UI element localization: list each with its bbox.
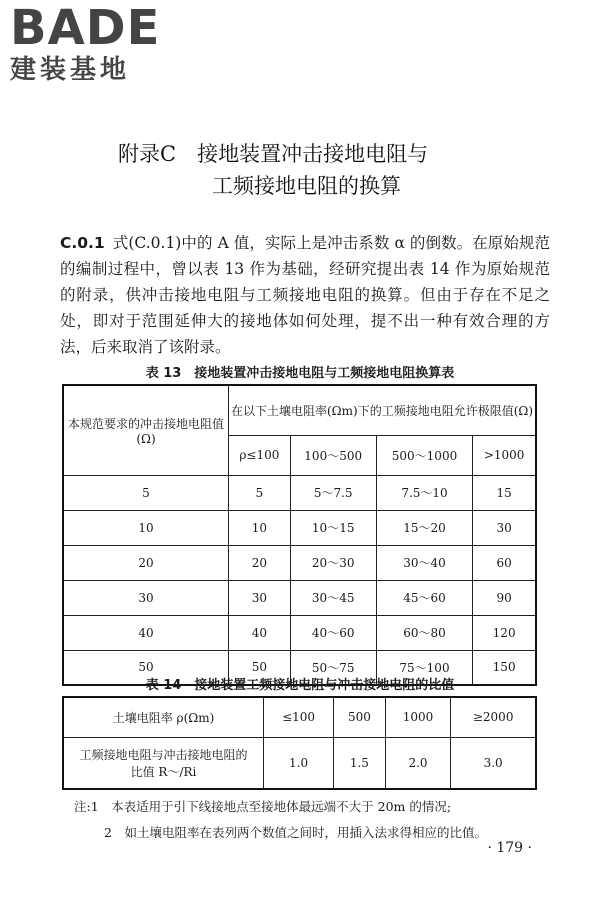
clause-number: C.0.1 bbox=[60, 234, 105, 252]
table-cell: 30 bbox=[229, 580, 291, 615]
table-cell: 40 bbox=[63, 615, 229, 650]
table-cell: 20～30 bbox=[290, 545, 376, 580]
table-cell: 30～45 bbox=[290, 580, 376, 615]
table13-col-header: 100～500 bbox=[290, 435, 376, 475]
table-cell: 10 bbox=[63, 510, 229, 545]
table-cell: 1.0 bbox=[264, 737, 334, 789]
table-cell: 50 bbox=[229, 650, 291, 685]
table-cell: 500 bbox=[334, 697, 386, 737]
table-cell: 30～40 bbox=[376, 545, 473, 580]
table13-group-header: 在以下土壤电阻率(Ωm)下的工频接地电阻允许极限值(Ω) bbox=[229, 385, 537, 435]
table-14 bbox=[62, 696, 537, 790]
table-13 bbox=[62, 384, 537, 686]
note-1: 注:1 本表适用于引下线接地点至接地体最远端不大于 20m 的情况; bbox=[74, 799, 452, 814]
page-number: · 179 · bbox=[487, 840, 532, 856]
table-row bbox=[63, 697, 536, 737]
clause-paragraph bbox=[60, 230, 550, 360]
table-row bbox=[63, 510, 536, 545]
table-cell: 30 bbox=[473, 510, 536, 545]
table-cell: 15 bbox=[473, 475, 536, 510]
table-cell: 7.5～10 bbox=[376, 475, 473, 510]
table-cell: 10～15 bbox=[290, 510, 376, 545]
appendix-title bbox=[0, 138, 600, 202]
bade-logo bbox=[10, 0, 161, 85]
table-cell: 40～60 bbox=[290, 615, 376, 650]
table-row bbox=[63, 615, 536, 650]
table-cell: 20 bbox=[229, 545, 291, 580]
table-cell: 1000 bbox=[385, 697, 451, 737]
table-row bbox=[63, 475, 536, 510]
table-cell: 40 bbox=[229, 615, 291, 650]
title-line-2: 工频接地电阻的换算 bbox=[212, 174, 401, 198]
table-cell: 5 bbox=[229, 475, 291, 510]
table-cell: 60 bbox=[473, 545, 536, 580]
table-cell: 50～75 bbox=[290, 650, 376, 685]
table13-col-header: 500～1000 bbox=[376, 435, 473, 475]
table-notes bbox=[74, 794, 574, 846]
table-row bbox=[63, 580, 536, 615]
table-cell: 2.0 bbox=[385, 737, 451, 789]
table-cell: 45～60 bbox=[376, 580, 473, 615]
table-cell: 60～80 bbox=[376, 615, 473, 650]
table-cell: 90 bbox=[473, 580, 536, 615]
table13-corner-cell: 本规范要求的冲击接地电阻值(Ω) bbox=[63, 385, 229, 475]
clause-text: 式(C.0.1)中的 A 值，实际上是冲击系数 α 的倒数。在原始规范的编制过程中，曾以表 13 作为基础，经研究提出表 14 作为原始规范的附录，供冲击接地电阻与工频接地电阻的换算。但由于存在不足之处，即对于范围延伸大的接地体如何处理，提不出一种有效合理的方法，后来取消了该附录。 bbox=[60, 234, 550, 356]
table-cell: 50 bbox=[63, 650, 229, 685]
table-cell: 1.5 bbox=[334, 737, 386, 789]
table-row bbox=[63, 737, 536, 789]
logo-subtitle: 建装基地 bbox=[10, 55, 131, 85]
table-cell: 30 bbox=[63, 580, 229, 615]
table-cell: 120 bbox=[473, 615, 536, 650]
table13-col-header: >1000 bbox=[473, 435, 536, 475]
logo-word: BADE bbox=[10, 0, 161, 56]
table-cell: 15～20 bbox=[376, 510, 473, 545]
note-2: 2 如土壤电阻率在表列两个数值之间时，用插入法求得相应的比值。 bbox=[104, 825, 487, 840]
table-cell: 150 bbox=[473, 650, 536, 685]
table-cell: 3.0 bbox=[451, 737, 536, 789]
table-cell: 75～100 bbox=[376, 650, 473, 685]
table14-row1-label: 土壤电阻率 ρ(Ωm) bbox=[63, 697, 264, 737]
table-row bbox=[63, 545, 536, 580]
table14-caption: 表 14 接地装置工频接地电阻与冲击接地电阻的比值 bbox=[145, 678, 455, 693]
table-cell: ≤100 bbox=[264, 697, 334, 737]
table-cell: 20 bbox=[63, 545, 229, 580]
table13-header-row bbox=[63, 385, 536, 435]
table13-caption: 表 13 接地装置冲击接地电阻与工频接地电阻换算表 bbox=[145, 366, 455, 381]
table-cell: 10 bbox=[229, 510, 291, 545]
table14-row2-label: 工频接地电阻与冲击接地电阻的比值 R～/Ri bbox=[63, 737, 264, 789]
table13-col-header: ρ≤100 bbox=[229, 435, 291, 475]
table-cell: 5～7.5 bbox=[290, 475, 376, 510]
table-cell: ≥2000 bbox=[451, 697, 536, 737]
table-cell: 5 bbox=[63, 475, 229, 510]
title-line-1: 附录C 接地装置冲击接地电阻与 bbox=[118, 142, 429, 166]
